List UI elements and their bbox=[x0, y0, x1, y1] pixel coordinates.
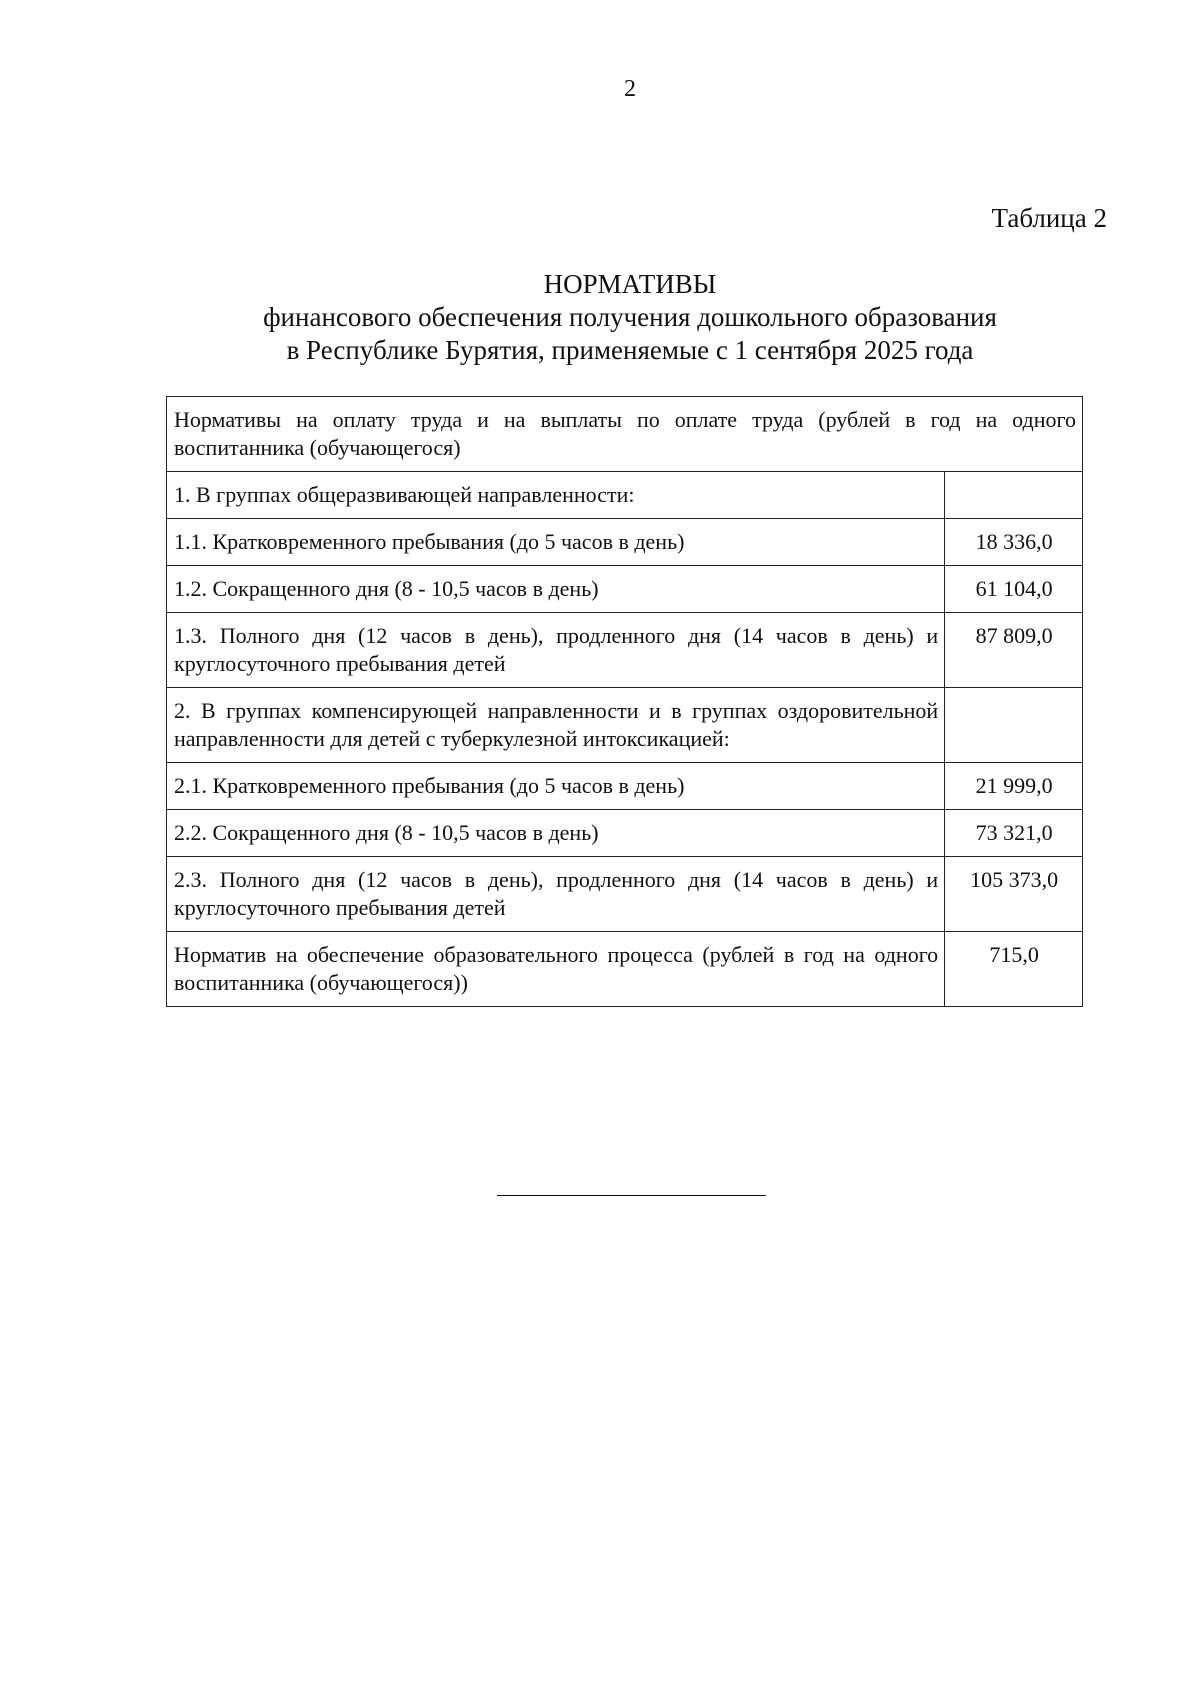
closing-divider bbox=[497, 1195, 766, 1196]
table-row bbox=[167, 566, 1083, 613]
row-value-1 bbox=[945, 472, 1083, 519]
table-row bbox=[167, 613, 1083, 688]
row-value-2 bbox=[945, 688, 1083, 763]
table-row bbox=[167, 519, 1083, 566]
document-heading bbox=[0, 268, 1200, 367]
page-number: 2 bbox=[624, 76, 636, 102]
row-label-1-1: 1.1. Кратковременного пребывания (до 5 часов в день) bbox=[167, 519, 945, 566]
table-row bbox=[167, 810, 1083, 857]
table-row bbox=[167, 688, 1083, 763]
table-header-cell: Нормативы на оплату труда и на выплаты по оплате труда (рублей в год на одного воспитанника (обучающегося) bbox=[167, 397, 1083, 472]
row-label-1: 1. В группах общеразвивающей направленности: bbox=[167, 472, 945, 519]
table-row bbox=[167, 932, 1083, 1007]
table-row bbox=[167, 472, 1083, 519]
row-value-2-3: 105 373,0 bbox=[945, 857, 1083, 932]
row-value-process: 715,0 bbox=[945, 932, 1083, 1007]
heading-subtitle-line-2: в Республике Бурятия, применяемые с 1 сентября 2025 года bbox=[286, 335, 974, 365]
row-value-1-3: 87 809,0 bbox=[945, 613, 1083, 688]
row-value-1-2: 61 104,0 bbox=[945, 566, 1083, 613]
norms-table bbox=[166, 396, 1083, 1007]
row-label-2: 2. В группах компенсирующей направленности и в группах оздоровительной направленности для детей с туберкулезной интоксикацией: bbox=[167, 688, 945, 763]
table-row bbox=[167, 763, 1083, 810]
table-label: Таблица 2 bbox=[991, 203, 1107, 233]
heading-subtitle-line-1: финансового обеспечения получения дошкольного образования bbox=[263, 302, 997, 332]
row-label-1-3: 1.3. Полного дня (12 часов в день), продленного дня (14 часов в день) и круглосуточного пребывания детей bbox=[167, 613, 945, 688]
row-label-2-3: 2.3. Полного дня (12 часов в день), продленного дня (14 часов в день) и круглосуточного пребывания детей bbox=[167, 857, 945, 932]
row-label-2-2: 2.2. Сокращенного дня (8 - 10,5 часов в день) bbox=[167, 810, 945, 857]
table-header-row bbox=[167, 397, 1083, 472]
row-label-1-2: 1.2. Сокращенного дня (8 - 10,5 часов в день) bbox=[167, 566, 945, 613]
row-label-2-1: 2.1. Кратковременного пребывания (до 5 часов в день) bbox=[167, 763, 945, 810]
table-row bbox=[167, 857, 1083, 932]
heading-title: НОРМАТИВЫ bbox=[543, 269, 717, 299]
row-value-1-1: 18 336,0 bbox=[945, 519, 1083, 566]
row-value-2-2: 73 321,0 bbox=[945, 810, 1083, 857]
row-label-process: Норматив на обеспечение образовательного процесса (рублей в год на одного воспитанника (обучающегося)) bbox=[167, 932, 945, 1007]
row-value-2-1: 21 999,0 bbox=[945, 763, 1083, 810]
